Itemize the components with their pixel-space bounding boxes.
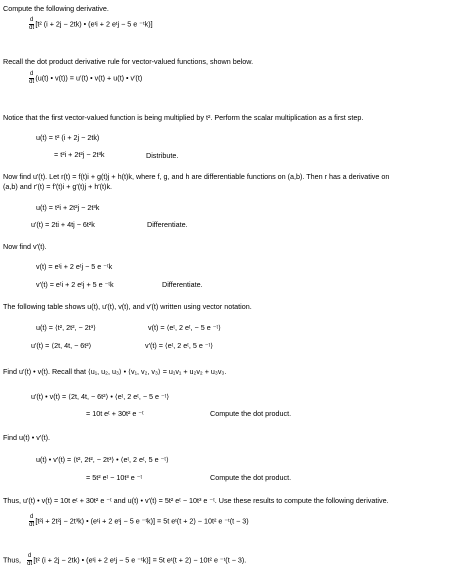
step-note: Compute the dot product.	[210, 409, 292, 418]
u-dot-v-prime-result: = 5t² eᵗ − 10t³ e ⁻ᵗ	[86, 473, 143, 482]
table-u-prime: u′(t) = ⟨2t, 4t, − 6t²⟩	[31, 341, 92, 350]
u-prime-dot-v: u′(t) • v(t) = ⟨2t, 4t, − 6t²⟩ • ⟨eᵗ, 2 eᵗ, − 5 e ⁻ᵗ⟩	[31, 392, 170, 401]
u-prime-dot-v-result: = 10t eᵗ + 30t² e ⁻ᵗ	[86, 409, 144, 418]
derivative-operator: $\frac{d}{dt}$	[27, 553, 33, 567]
combined-derivative: $\frac{d}{dt}$ [t²i + 2t²j − 2t³k) • (eᵗi + 2 eᵗj − 5 e ⁻ᵗk)] = 5t eᵗ(t + 2) − 10t² e ⁻ᵗ(t − 3)	[29, 514, 249, 528]
table-v: v(t) = ⟨eᵗ, 2 eᵗ, − 5 e ⁻ᵗ⟩	[148, 323, 221, 332]
table-intro-text: The following table shows u(t), u′(t), v(t), and v′(t) written using vector notation.	[3, 302, 252, 311]
step-note: Differentiate.	[162, 280, 203, 289]
derivative-operator: $\frac{d}{dt}$	[29, 514, 35, 528]
u-dot-v-prime: u(t) • v′(t) = ⟨t², 2t², − 2t³⟩ • ⟨eᵗ, 2 eᵗ, 5 e ⁻ᵗ⟩	[36, 455, 169, 464]
derivative-operator: $\frac{d}{dt}$	[29, 71, 35, 85]
find-v-prime-text: Now find v′(t).	[3, 242, 47, 251]
step-note: Compute the dot product.	[210, 473, 292, 482]
scalar-step-text: Notice that the first vector-valued function is being multiplied by t². Perform the scalar multiplication as a first step.	[3, 113, 364, 122]
u-distributed: = t²i + 2t²j − 2t³k	[54, 150, 105, 159]
v-definition: v(t) = eᵗi + 2 eᵗj − 5 e ⁻ᵗk	[36, 262, 113, 271]
rule-intro-text: Recall the dot product derivative rule for vector-valued functions, shown below.	[3, 57, 254, 66]
step-note: Distribute.	[146, 151, 179, 160]
u-expanded: u(t) = t²i + 2t²j − 2t³k	[36, 203, 100, 212]
derivative-operator: $\frac{d}{dt}$	[29, 17, 35, 31]
derivative-rule-text-cont: (a,b) and r′(t) = f′(t)i + g′(t)j + h′(t)k.	[3, 182, 113, 191]
dot-rule-recall-text: Find u′(t) • v(t). Recall that ⟨u₁, u₂, u₃⟩ • ⟨v₁, v₂, v₃⟩ = u₁v₁ + u₂v₂ + u₃v₃.	[3, 367, 227, 376]
v-prime: v′(t) = eᵗi + 2 eᵗj + 5 e ⁻ᵗk	[36, 280, 114, 289]
instruction-text: Compute the following derivative.	[3, 4, 109, 13]
summary-text: Thus, u′(t) • v(t) = 10t eᵗ + 30t² e ⁻ᵗ and u(t) • v′(t) = 5t² eᵗ − 10t³ e ⁻ᵗ. Use these results to compute the following derivative.	[3, 496, 389, 505]
u-definition: u(t) = t² (i + 2j − 2tk)	[36, 133, 100, 142]
table-v-prime: v′(t) = ⟨eᵗ, 2 eᵗ, 5 e ⁻ᵗ⟩	[145, 341, 214, 350]
find-u-dot-v-prime-text: Find u(t) • v′(t).	[3, 433, 50, 442]
dot-product-rule: $\frac{d}{dt}$ (u(t) • v(t)) = u′(t) • v(t) + u(t) • v′(t)	[29, 71, 143, 85]
derivative-rule-text: Now find u′(t). Let r(t) = f(t)i + g(t)j + h(t)k, where f, g, and h are differentiable functions on (a,b). Then r has a derivative on	[3, 172, 390, 181]
step-note: Differentiate.	[147, 220, 188, 229]
final-answer: Thus, $\frac{d}{dt}$ [t² (i + 2j − 2tk) • (eᵗi + 2 eᵗj − 5 e ⁻ᵗk)] = 5t eᵗ(t + 2) − 10t² e ⁻ᵗ(t − 3).	[3, 553, 247, 567]
table-u: u(t) = ⟨t², 2t², − 2t³⟩	[36, 323, 96, 332]
u-prime: u′(t) = 2ti + 4tj − 6t²k	[31, 220, 95, 229]
derivative-expression: $\frac{d}{dt}$ [t² (i + 2j − 2tk) • (eᵗi + 2 eᵗj − 5 e ⁻ᵗk)]	[29, 17, 153, 31]
